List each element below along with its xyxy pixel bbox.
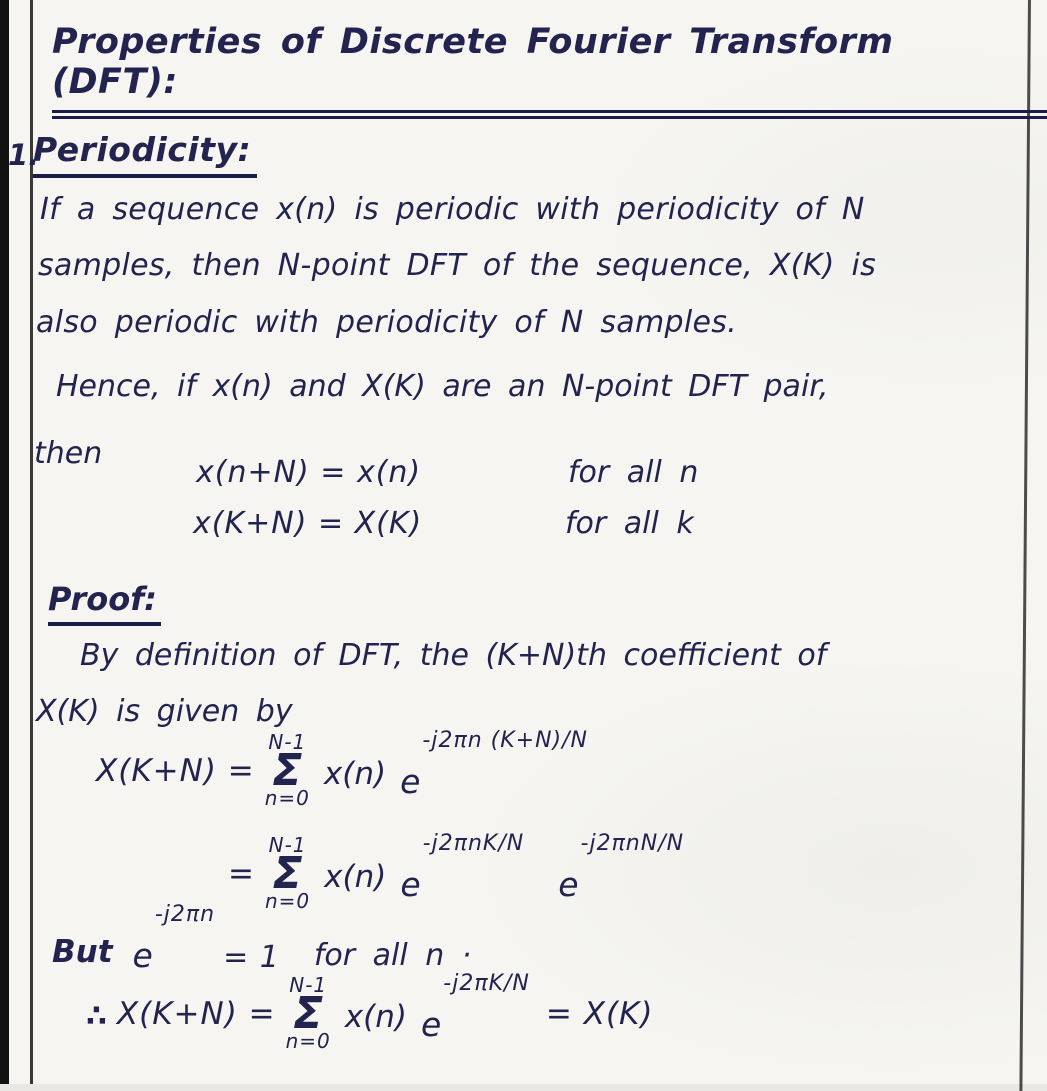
formula-lhs: X(K+N) = (96, 752, 255, 789)
exponent: -j2πn (154, 902, 216, 927)
exponential-term (132, 902, 216, 975)
equation-condition: for all n · (313, 938, 472, 973)
equation-condition: for all k (565, 506, 694, 541)
expanded-formula (228, 831, 685, 914)
equation-periodicity-frequency (193, 506, 694, 541)
summation-upper-limit: N-1 (268, 730, 307, 754)
exponential-term (420, 971, 530, 1045)
euler-base: e (558, 865, 579, 905)
page-right-border (1019, 0, 1031, 1091)
summation-symbol (264, 730, 310, 811)
sigma-icon: Σ (272, 745, 303, 796)
euler-base: e (400, 762, 421, 802)
equals-one: = 1 (223, 940, 280, 975)
paragraph-line: samples, then N-point DFT of the sequence, X(K) is (38, 248, 877, 283)
exponent: -j2πK/N (443, 971, 530, 997)
euler-base: e (400, 865, 421, 905)
exponential-term (558, 831, 685, 905)
hence-statement: Hence, if x(n) and X(K) are an N-point DFT pair, (56, 369, 829, 404)
equation-condition: for all n (568, 455, 699, 490)
summation-upper-limit: N-1 (289, 973, 328, 997)
euler-base: e (132, 936, 153, 975)
sigma-icon: Σ (272, 848, 303, 899)
formula-lhs: = (228, 855, 255, 892)
but-label: But (52, 933, 113, 970)
equation-text: x(K+N) = X(K) (193, 506, 423, 541)
then-label: then (34, 436, 103, 471)
exponential-term (400, 831, 525, 905)
proof-line: X(K) is given by (36, 694, 293, 729)
sequence-term: x(n) (324, 858, 387, 895)
page-title: Properties of Discrete Fourier Transform (DFT): (52, 22, 1047, 119)
formula-rhs: = X(K) (545, 995, 654, 1032)
proof-heading: Proof: (48, 580, 161, 626)
summation-lower-limit: n=0 (264, 889, 311, 914)
therefore-symbol: ∴ (86, 999, 107, 1035)
formula-lhs: X(K+N) = (116, 995, 276, 1032)
proof-line: By definition of DFT, the (K+N)th coefficient of (80, 638, 827, 673)
summation-symbol (264, 833, 311, 914)
conclusion-formula (86, 971, 654, 1054)
section-number: 1. (8, 138, 40, 172)
paragraph-line: If a sequence x(n) is periodic with periodicity of N (40, 192, 865, 227)
summation-symbol (285, 973, 331, 1054)
summation-upper-limit: N-1 (268, 833, 307, 857)
exponential-term (400, 728, 589, 802)
paragraph-line: also periodic with periodicity of N samples. (36, 305, 738, 340)
summation-lower-limit: n=0 (285, 1029, 331, 1054)
summation-lower-limit: n=0 (264, 786, 310, 811)
equation-text: x(n+N) = x(n) (196, 455, 422, 490)
exponent: -j2πnK/N (422, 831, 525, 857)
but-identity-line (52, 902, 472, 975)
dft-definition-formula (96, 728, 589, 811)
equation-periodicity-time (196, 455, 698, 490)
sequence-term: x(n) (344, 998, 407, 1035)
exponent: -j2πn (K+N)/N (422, 728, 589, 754)
sequence-term: x(n) (323, 755, 387, 792)
sigma-icon: Σ (293, 988, 324, 1039)
euler-base: e (420, 1005, 442, 1045)
exponent: -j2πnN/N (580, 831, 685, 857)
section-heading-periodicity: Periodicity: (33, 130, 257, 178)
